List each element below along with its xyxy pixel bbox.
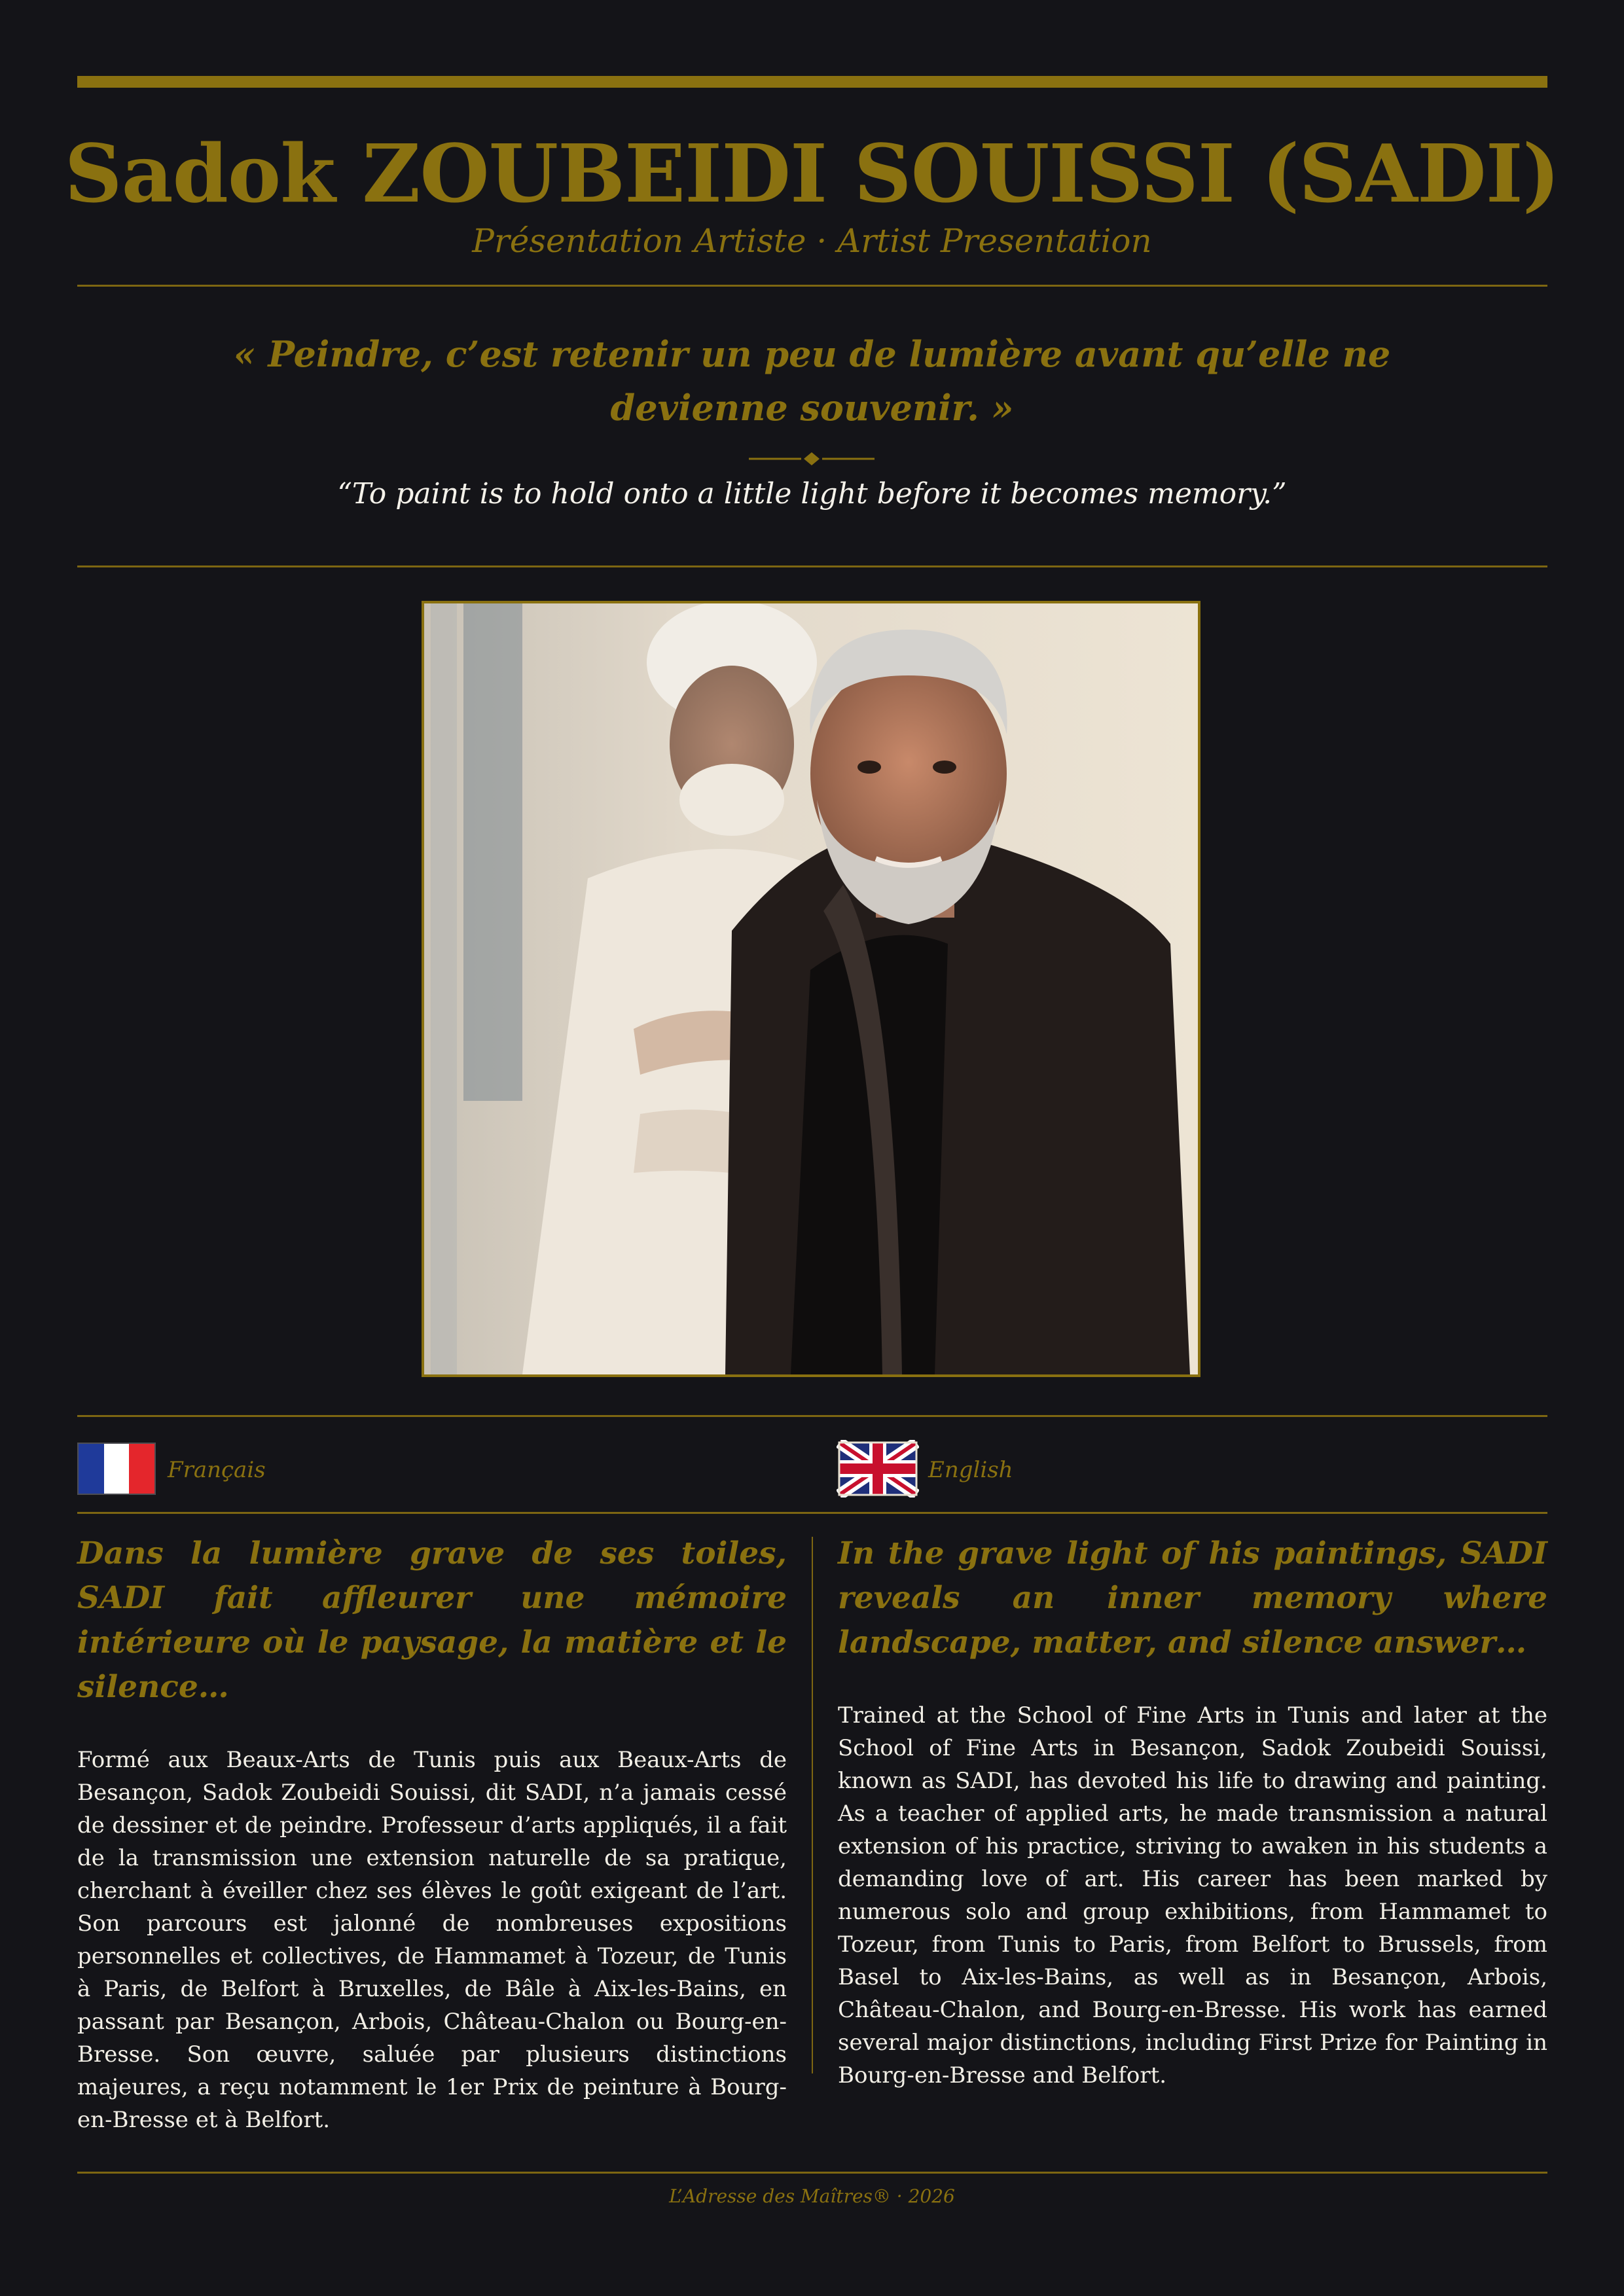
divider-header <box>77 285 1547 287</box>
footer-text: L’Adresse des Maîtres® · 2026 <box>669 2185 955 2207</box>
english-body: Trained at the School of Fine Arts in Tunis and later at the School of Fine Arts in Besançon, Sadok Zoubeidi Souissi, known as SADI, has devoted his life to drawing and painting. As a teacher of applied arts, he made transmission a natural extension of his practice, striving to awaken in his students a demanding love of art. His career has been marked by numerous solo and group exhibitions, from Hammamet to Tozeur, from Tunis to Paris, from Belfort to Brussels, from Basel to Aix-les-Bains, as well as in Besançon, Arbois, Château-Chalon, and Bourg-en-Bresse. His work has earned several major distinctions, including First Prize for Painting in Bourg-en-Bresse and Belfort. <box>838 1702 1547 2089</box>
artist-portrait <box>422 601 1200 1377</box>
divider-footer <box>77 2172 1547 2174</box>
quote-french: « Peindre, c’est retenir un peu de lumière avant qu’elle ne devienne souvenir. » <box>233 333 1391 429</box>
language-label-english: English <box>928 1457 1013 1483</box>
divider-quote <box>77 565 1547 567</box>
france-flag-icon <box>77 1443 156 1495</box>
divider-languages <box>77 1512 1547 1514</box>
diamond-divider-icon <box>746 449 877 469</box>
french-lead: Dans la lumière grave de ses toiles, SADI fait affleurer une mémoire intérieure où le paysage, la matière et le silence… <box>77 1535 787 1705</box>
divider-photo <box>77 1415 1547 1417</box>
french-body: Formé aux Beaux-Arts de Tunis puis aux Beaux-Arts de Besançon, Sadok Zoubeidi Souissi, dit SADI, n’a jamais cessé de dessiner et de peindre. Professeur d’arts appliqués, il a fait de la transmission une extension naturelle de sa pratique, cherchant à éveiller chez ses élèves le goût exigeant de l’art. Son parcours est jalonné de nombreuses expositions personnelles et collectives, de Hammamet à Tozeur, de Tunis à Paris, de Belfort à Bruxelles, de Bâle à Aix-les-Bains, en passant par Besançon, Arbois, Château-Chalon ou Bourg-en-Bresse. Son œuvre, saluée par plusieurs distinctions majeures, a reçu notamment le 1er Prix de peinture à Bourg-en-Bresse et à Belfort. <box>77 1747 787 2133</box>
english-lead: In the grave light of his paintings, SADI reveals an inner memory where landscape, matter, and silence answer… <box>838 1535 1547 1660</box>
english-column <box>838 1532 1547 2092</box>
uk-flag-icon <box>837 1440 919 1498</box>
top-gold-bar <box>77 76 1547 88</box>
page-subtitle: Présentation Artiste · Artist Presentation <box>472 222 1152 260</box>
french-column <box>77 1532 787 2136</box>
language-label-french: Français <box>168 1457 266 1483</box>
quote-english: “To paint is to hold onto a little light before it becomes memory.” <box>337 477 1287 511</box>
page-title: Sadok ZOUBEIDI SOUISSI (SADI) <box>64 126 1560 221</box>
column-separator <box>812 1537 813 2073</box>
